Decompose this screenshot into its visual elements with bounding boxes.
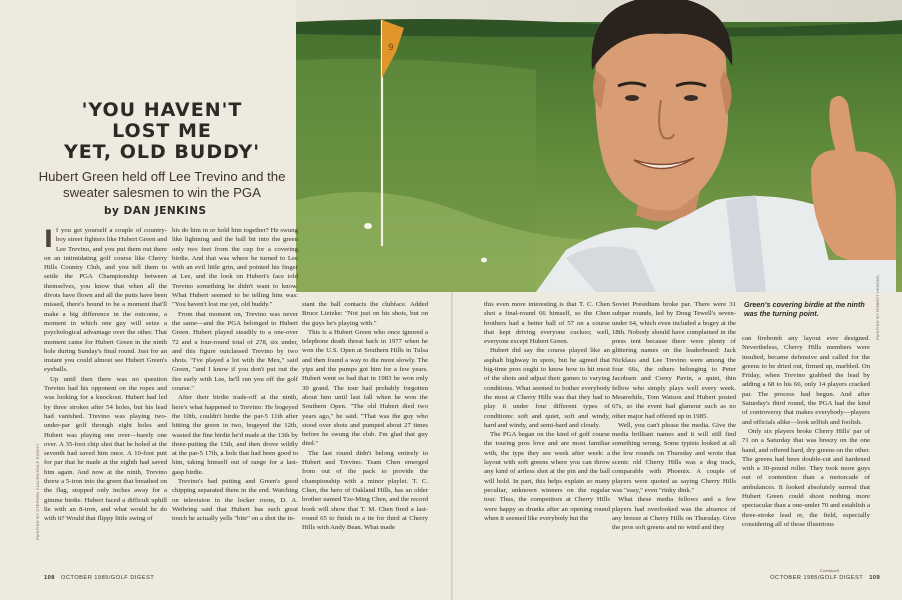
folio-left bbox=[44, 575, 154, 581]
photo-credit: PAINTING BY ROBERT HEINDEL bbox=[876, 274, 880, 340]
title-line-1: 'YOU HAVEN'T bbox=[81, 99, 243, 121]
column-6 bbox=[742, 334, 870, 570]
paragraph: Only six players broke Cherry Hills' par of 71 on a Saturday that was breezy on the one hand, and offered hard, dry greens on the other. The greens had been double-cut and hardened with a 30-pound roller. They took more guys out of contention than a motorcade of ambulances. It looked absolutely surreal that Hubert Green could shoot nothing more spectacular than a one-under 70 and establish a three-stroke lead or, the field, especially considering all of those illustrious bbox=[742, 427, 870, 528]
paragraph: If you get yourself a couple of country-boy street fighters like Hubert Green and Lee Trevino, and you put them out there on an intimidating golf course like Cherry Hills Country Club, and you tell them to settle the PGA Championship between themselves, you know that when all the divots have flown and all the putts have been missed, there's bound to be a moment that'll make a big difference in the outcome, a moment in which one guy will seize a psychological advantage over the other. That moment came for Hubert Green in the ninth hole during Sunday's final round. Just for an instant you could almost see Hubert Green's eyeballs. bbox=[44, 226, 167, 374]
illustration-credit: PAINTING BY STEPHEN CULLEN/GOLF DIGEST bbox=[36, 443, 40, 540]
flag-number: 9 bbox=[388, 43, 394, 53]
folio-right bbox=[770, 575, 880, 581]
golf-ball bbox=[364, 223, 372, 229]
title-line-2: LOST ME bbox=[112, 120, 212, 142]
paragraph: What these media fellows and a few players had overlooked was the absence of any breeze at Cherry Hills on Thursday. Give the pros soft greens and no wind and they bbox=[612, 496, 736, 532]
deck: Hubert Green held off Lee Trevino and the sweater salesmen to win the PGA bbox=[38, 169, 286, 200]
issue-left: OCTOBER 1985/GOLF DIGEST bbox=[60, 575, 155, 581]
golfer-painting bbox=[296, 0, 902, 292]
paragraph: Well, you can't please the media. Give the media brilliant names and it will still find something wrong. Some typists looked at all the low rounds on Thursday and wrote that scenic old Cherry Hills was a dog track, comparable with Phoenix. A couple of players were quoted as saying Cherry Hills was "easy," even "rinky dink." bbox=[612, 421, 736, 494]
paragraph: Soviet Presidium broke par. There were 31 subpar rounds, led by Doug Tewell's seven-under 64, which even included a bogey at the 18th. Nobody should have complained in the press tent because there were plenty of glittering names on the leaderboard: Jack Nicklaus and Lee Trevino were among the four 66s, the others belonging to Peter Jacobsen and Corey Pavin, a quiet, thin fellow who simply plays well every week. Meanwhile, Tom Watson and Hubert posted 67s, so the event had glamour such as no other major had offered up in 1985. bbox=[612, 301, 736, 420]
title-line-3: YET, OLD BUDDY' bbox=[63, 141, 261, 163]
paragraph: Trevino's bad putting and Green's good chipping separated them in the end. Watching on television in the locker room, D. A. Weibring said that Hubert has such great touch he actually yells "bite" on a shot the in- bbox=[172, 478, 298, 523]
column-4 bbox=[484, 300, 610, 570]
paragraph: Up until then there was no question Trevino had his opponent on the ropes and was looking for a knockout. Hubert had led by three strokes after 54 holes, but his lead had vanished. Trevino was playing two-under-par golf through eight holes and Hubert was playing one over—barely one over. A 35-foot chip shot that he holed at the seventh had saved him once. A 10-foot putt for par that he made at the eighth had saved him again. And now at the ninth, Trevino threw a 5-iron into the green that breathed on the flag, stopped only inches away for a gimme birdie. Hubert faced a difficult uphill lie with an 8-iron, and what would he do with it? Would that flippy little swing of bbox=[44, 375, 167, 523]
continued-label: Continued bbox=[820, 568, 839, 573]
paragraph: The PGA began on the kind of golf course the touring pros love and are most familiar with, the type they see week after week: a layout with soft greens where you can throw any kind of artless shot at the pin and the ball will hold. In part, this helps explain so many peculiar, unknown winners on the regular tour. Thus, the competitors at Cherry Hills were happy as drunks after an opening round when it seemed like everybody but the bbox=[484, 431, 610, 522]
golf-ball-2 bbox=[481, 258, 487, 263]
paragraph: stant the ball contacts the clubface. Added Bruce Lietzke: "Not just on his shots, but on the guys he's playing with." bbox=[302, 301, 428, 327]
issue-right: OCTOBER 1985/GOLF DIGEST bbox=[770, 575, 864, 581]
photo-caption: Green's covering birdie at the ninth was the turning point. bbox=[744, 300, 865, 318]
painting-svg bbox=[296, 0, 902, 292]
paragraph: The last round didn't belong entirely to Hubert and Trevino. Team Chen emerged from out of the pack to provide the championship with a minor playlet. T. C. Chen, the hero of Oakland Hills, has an older brother named Tze-Ming Chen, and the record book will show that T. M. Chen fired a last-round 65 to finish in a tie for third at Cherry Hills with Andy Bean. What made bbox=[302, 449, 428, 532]
page-number-left: 108 bbox=[44, 575, 55, 581]
drop-cap: I bbox=[44, 226, 53, 253]
paragraph: This is a Hubert Green who once ignored a telephone death threat back in 1977 when he won the U.S. Open at Southern Hills in Tulsa and then found a way to die more slowly. The yips and the pumps got him for a few years. Hubert went so bad that in 1983 he won only 30 grand. The tour had probably forgotten about him until last fall when he won the Southern Open. "The old Hubert died two years ago," he said. "That was the guy who stood over shots and pumped about 27 times before he swung the club. I'm glad that guy died." bbox=[302, 328, 428, 448]
page-number-right: 109 bbox=[869, 575, 881, 581]
paragraph: can firebomb any layout ever designed. Nevertheless, Cherry Hills members were insulted, became defensive and called for the greens to be dried out, firmed up, marbled. On Friday, when Trevino grabbed the lead by adding a 68 to his 66, only 14 players cracked par. The process had begun. And after Saturday's third round, the PGA had the kind of controversy that makes everybody—players and officials alike—look selfish and foolish. bbox=[742, 335, 870, 426]
paragraph: After their birdie trade-off at the ninth, here's what happened to Trevino: He bogeyed the 10th, couldn't birdie the par-5 11th after hitting the green in two, bogeyed the 12th, wasted the fine birdie he'd made at the 13th by three-putting the 15th, and then drove wildly at the par-5 17th, a hole that had been good to him, taking himself out of range for a last-gasp birdie. bbox=[172, 394, 298, 476]
headline-block bbox=[28, 100, 296, 200]
column-3 bbox=[302, 300, 428, 570]
column-1 bbox=[44, 226, 167, 570]
paragraph: this even more interesting is that T. C. Chen shot a final-round 66 himself, so the Chen brothers had a better ball of 57 on a course that kept driving everyone cuckoo; well, everyone except Hubert Green. bbox=[484, 301, 610, 346]
paragraph: his do him in or hold him together? He swung like lightning and the ball bit into the green only two feet from the cup for a covering birdie. And that was where he turned to Lee with an evil little grin, and pointed his finger at Lee, and the look on Hubert's face told Trevino something he didn't want to know. What Hubert seemed to be telling him was: "You haven't lost me yet, old buddy." bbox=[172, 227, 298, 309]
paragraph: From that moment on, Trevino was never the same—and the PGA belonged to Hubert Green. Hubert played steadily to a one-over 72 and a four-round total of 278, six under, and this figure outclassed Trevino by two shots. "I've played a lot with the Mex," said Green, "and I know if you don't put out the fire early with Lee, he'll run you off the golf course." bbox=[172, 310, 298, 393]
column-2 bbox=[172, 226, 298, 570]
paragraph: Hubert did say the course played like an asphalt highway in spots, but he agreed that big-time pros ought to know how to hit most of the shots and adjust their games to varying conditions. What seemed to bother everybody the most at Cherry Hills was that they had to play it under four different types of conditions: soft and quiet, soft and windy, hard and windy, and semi-hard and cloudy. bbox=[484, 347, 610, 429]
byline: by DAN JENKINS bbox=[104, 205, 207, 217]
column-5 bbox=[612, 300, 736, 570]
